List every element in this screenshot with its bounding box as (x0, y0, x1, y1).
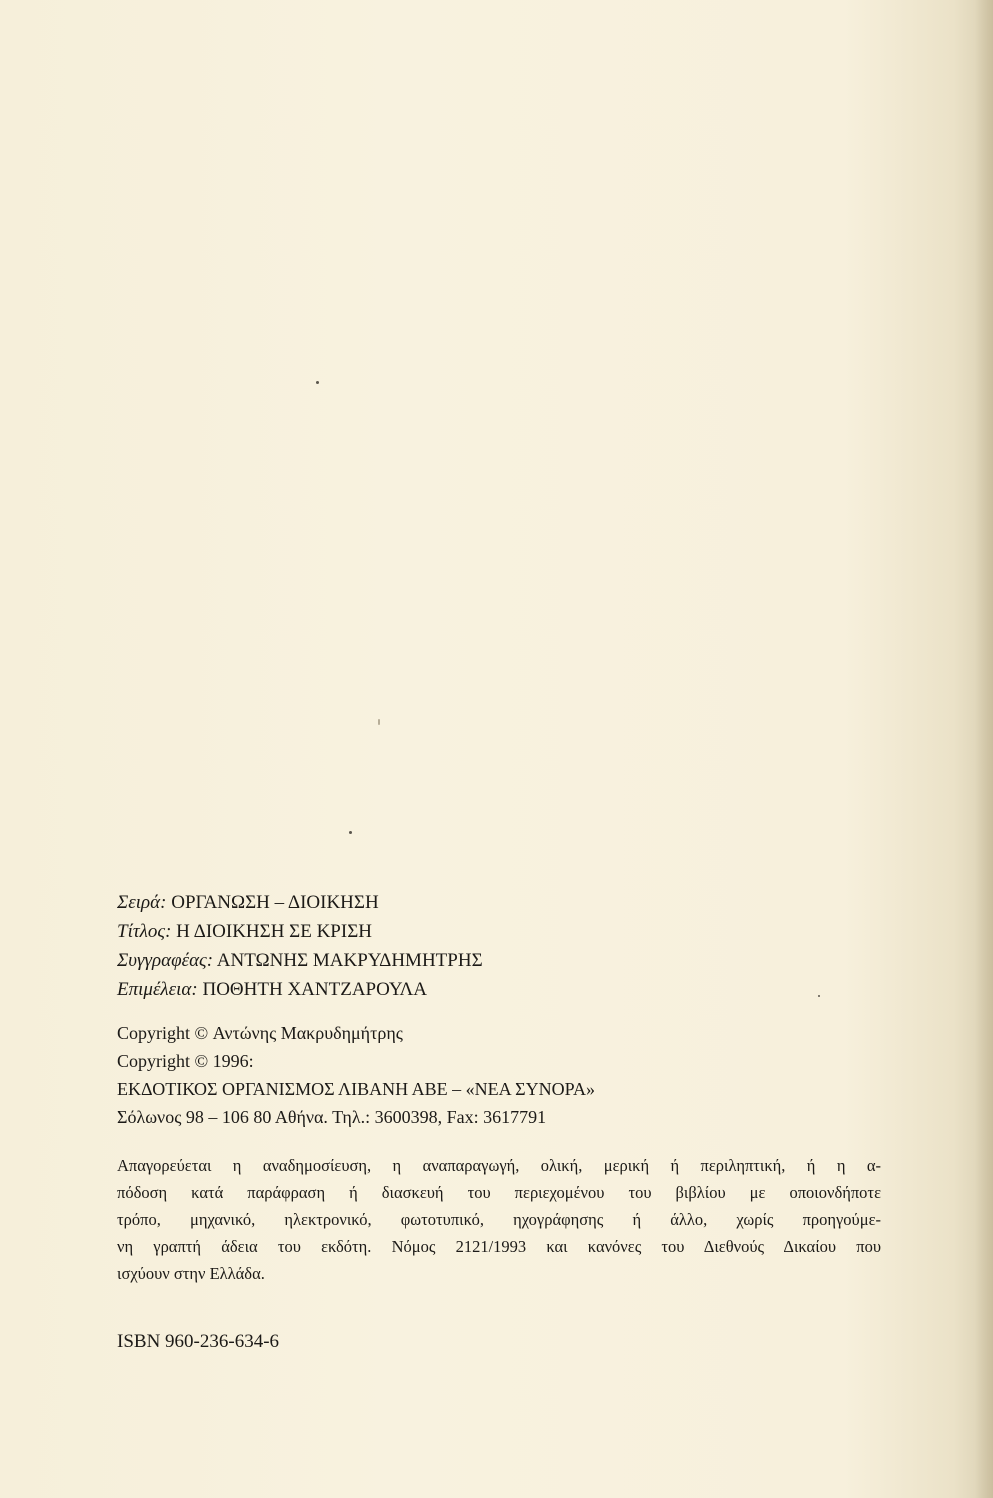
copyright-year-line: Copyright © 1996: (117, 1051, 254, 1071)
publisher-address-line: Σόλωνος 98 – 106 80 Αθήνα. Τηλ.: 3600398, Fax: 3617791 (117, 1107, 547, 1127)
legal-notice-line: ισχύουν στην Ελλάδα. (117, 1264, 265, 1283)
title-label: Τίτλος: (117, 921, 172, 942)
series-value: ΟΡΓΑΝΩΣΗ – ΔΙΟΙΚΗΣΗ (171, 892, 379, 913)
author-label: Συγγραφέας: (117, 950, 214, 971)
editor-line (117, 975, 877, 1004)
paper-speck (316, 381, 319, 384)
author-line (117, 946, 877, 975)
legal-notice-line: νη γραπτή άδεια του εκδότη. Νόμος 2121/1993 και κανόνες του Διεθνούς Δικαίου που (117, 1237, 881, 1256)
copyright-author-line: Copyright © Αντώνης Μακρυδημήτρης (117, 1023, 403, 1043)
copyright-block (117, 1019, 877, 1131)
legal-notice-line: πόδοση κατά παράφραση ή διασκευή του περιεχομένου του βιβλίου με οποιονδήποτε (117, 1183, 881, 1202)
legal-notice-line: Απαγορεύεται η αναδημοσίευση, η αναπαραγωγή, ολική, μερική ή περιληπτική, ή η α- (117, 1156, 881, 1175)
paper-speck (378, 719, 380, 725)
page-edge-shadow (975, 0, 993, 1498)
legal-notice (117, 1152, 881, 1287)
editor-value: ΠΟΘΗΤΗ ΧΑΝΤΖΑΡΟΥΛΑ (202, 979, 427, 1000)
publisher-name-line: ΕΚΔΟΤΙΚΟΣ ΟΡΓΑΝΙΣΜΟΣ ΛΙΒΑΝΗ ΑΒΕ – «ΝΕΑ ΣΥΝΟΡΑ» (117, 1079, 595, 1099)
series-label: Σειρά: (117, 892, 167, 913)
series-line (117, 888, 877, 917)
title-line (117, 917, 877, 946)
isbn-number: ISBN 960-236-634-6 (117, 1331, 280, 1352)
title-value: Η ΔΙΟΙΚΗΣΗ ΣΕ ΚΡΙΣΗ (176, 921, 372, 942)
editor-label: Επιμέλεια: (117, 979, 198, 1000)
paper-speck (349, 831, 352, 834)
author-value: ΑΝΤΩΝΗΣ ΜΑΚΡΥΔΗΜΗΤΡΗΣ (216, 950, 483, 971)
legal-notice-line: τρόπο, μηχανικό, ηλεκτρονικό, φωτοτυπικό, ηχογράφησης ή άλλο, χωρίς προηγούμε- (117, 1210, 881, 1229)
book-credits (117, 888, 877, 1004)
